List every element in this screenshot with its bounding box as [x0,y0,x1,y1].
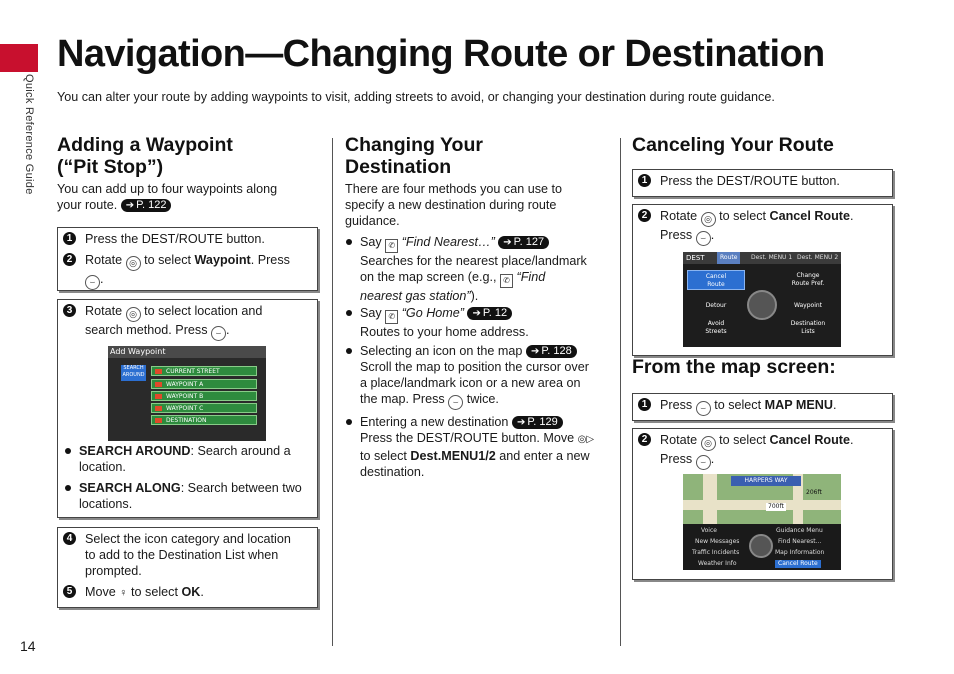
change-destination-heading: Changing Your Destination [345,134,483,178]
bullet-find-nearest: Say ✆ “Find Nearest…” ➔ P. 127 Searches for the nearest place/landmark on the map screen (e.g., ✆ “Find nearest gas station”). [360,235,587,303]
map-menu-screen [683,474,841,570]
interface-dial-icon: ◎ [701,212,716,227]
interface-dial-icon: ◎ [126,307,141,322]
bullet-dot [346,239,352,245]
page-ref-badge[interactable]: ➔ P. 128 [526,345,577,358]
step-number: 1 [63,232,76,245]
move-joystick-icon: ♀ [119,587,128,599]
distance-label: 206ft [806,489,822,496]
tab-dest-menu-2[interactable]: Dest. MENU 2 [797,254,839,261]
map-screen-subheading: From the map screen: [632,356,836,378]
cancel-route-heading: Canceling Your Route [632,134,834,156]
interface-dial-icon [749,534,773,558]
interface-dial-icon: ◎ [126,256,141,271]
tab-dest-menu-1[interactable]: Dest. MENU 1 [751,254,793,261]
page-ref-badge[interactable]: ➔ P. 122 [121,199,172,212]
waypoint-list-item[interactable]: CURRENT STREET [151,366,257,376]
bullet-search-along: SEARCH ALONG: Search between two locations. [79,481,302,511]
flag-icon [155,418,162,423]
waypoint-description: You can add up to four waypoints along your route. ➔ P. 122 [57,182,278,212]
bullet-dot [346,419,352,425]
flag-icon [155,382,162,387]
side-section-label: Quick Reference Guide [23,74,35,195]
step-number: 2 [638,209,651,222]
enter-press-icon: ⌣ [696,401,711,416]
destination-lists-button[interactable]: Destination Lists [790,320,826,335]
move-joystick-icon: ◎▷ [577,434,595,445]
tab-route[interactable]: Route [717,252,740,264]
step-text: Rotate ◎ to select Cancel Route. Press ⌣ . [660,432,885,470]
step-number: 1 [638,174,651,187]
page-ref-arrow-icon: ➔ [530,346,540,357]
enter-press-icon: ⌣ [696,231,711,246]
step-number: 1 [638,398,651,411]
dest-route-screen [683,252,841,347]
cancel-route-button[interactable]: Cancel Route [687,270,745,290]
step-number: 5 [63,585,76,598]
menu-item-traffic-incidents[interactable]: Traffic Incidents [692,549,740,556]
menu-item-weather-info[interactable]: Weather Info [698,560,737,567]
menu-item-voice[interactable]: Voice [701,527,717,534]
step-text: Press the DEST/ROUTE button. [85,232,265,246]
column-divider [620,138,621,646]
menu-item-new-messages[interactable]: New Messages [695,538,740,545]
street-name-banner: HARPERS WAY [731,476,801,486]
step-number: 3 [63,304,76,317]
step-text: Move ♀ to select OK. [85,585,204,599]
step-text: Press the DEST/ROUTE button. [660,174,840,188]
bullet-new-destination: Entering a new destination ➔ P. 129 Press the DEST/ROUTE button. Move ◎▷ to select Dest.MENU1/2 and enter a new destination. [360,415,595,479]
change-destination-description: There are four methods you can use to specify a new destination during route guidance. [345,182,563,228]
map-menu-panel [683,524,841,570]
waypoint-list-item[interactable]: WAYPOINT C [151,403,257,413]
enter-press-icon: ⌣ [448,395,463,410]
column-divider [332,138,333,646]
menu-item-cancel-route[interactable]: Cancel Route [775,560,821,568]
interface-dial-icon: ◎ [701,436,716,451]
step-text: Select the icon category and location to add to the Destination List when prompted. [85,532,291,578]
change-route-pref-button[interactable]: Change Route Pref. [791,272,825,287]
talk-icon: ✆ [500,274,513,288]
page-ref-arrow-icon: ➔ [503,237,512,248]
bullet-dot [346,348,352,354]
bullet-dot [346,310,352,316]
bullet-search-around: SEARCH AROUND: Search around a location. [79,444,291,474]
page-ref-arrow-icon: ➔ [125,200,135,211]
step-text: Press ⌣ to select MAP MENU. [660,397,836,416]
menu-item-guidance-menu[interactable]: Guidance Menu [776,527,823,534]
map-road [683,500,841,510]
add-waypoint-screen [108,346,266,441]
bullet-dot [65,485,71,491]
flag-icon [155,394,162,399]
waypoint-list-item[interactable]: WAYPOINT A [151,379,257,389]
detour-button[interactable]: Detour [705,302,727,309]
step-text: Rotate ◎ to select Cancel Route. Press ⌣ . [660,208,885,246]
screen-header: Add Waypoint [108,346,266,358]
menu-item-find-nearest[interactable]: Find Nearest... [778,538,822,545]
page-ref-badge[interactable]: ➔ P. 12 [467,307,512,320]
waypoint-heading: Adding a Waypoint (“Pit Stop”) [57,134,233,178]
distance-label: 700ft [768,503,784,510]
enter-press-icon: ⌣ [696,455,711,470]
page-title: Navigation—Changing Route or Destination [57,33,825,75]
bullet-dot [65,448,71,454]
page-ref-badge[interactable]: ➔ P. 127 [498,236,549,249]
waypoint-list-item[interactable]: WAYPOINT B [151,391,257,401]
avoid-streets-button[interactable]: Avoid Streets [705,320,727,335]
enter-press-icon: ⌣ [211,326,226,341]
intro-text: You can alter your route by adding waypoints to visit, adding streets to avoid, or changing your destination during route guidance. [57,90,775,104]
talk-icon: ✆ [385,310,398,324]
flag-icon [155,369,162,374]
talk-icon: ✆ [385,239,398,253]
section-tab [0,44,38,72]
bullet-select-icon-on-map: Selecting an icon on the map ➔ P. 128 Scroll the map to position the cursor over a place/landmark icon or a new area on the map. Press ⌣ twice. [360,343,610,410]
map-road [703,474,717,524]
step-number: 2 [63,253,76,266]
menu-item-map-information[interactable]: Map Information [775,549,825,556]
bullet-go-home: Say ✆ “Go Home” ➔ P. 12 Routes to your home address. [360,306,529,339]
interface-dial-icon [747,290,777,320]
waypoint-list-item[interactable]: DESTINATION [151,415,257,425]
page-ref-badge[interactable]: ➔ P. 129 [512,416,563,429]
page-number: 14 [20,638,36,654]
screen-tabs: DEST Route Dest. MENU 1 Dest. MENU 2 [683,252,841,264]
step-text: Rotate ◎ to select location and search method. Press ⌣ . [85,303,310,341]
step-number: 2 [638,433,651,446]
enter-press-icon: ⌣ [85,275,100,290]
step-text: Rotate ◎ to select Waypoint. Press ⌣ . [85,252,310,290]
flag-icon [155,406,162,411]
page-ref-arrow-icon: ➔ [472,308,481,319]
page-ref-arrow-icon: ➔ [516,417,526,428]
search-around-button[interactable]: SEARCH AROUND [121,365,146,381]
step-number: 4 [63,532,76,545]
waypoint-button[interactable]: Waypoint [793,302,823,309]
